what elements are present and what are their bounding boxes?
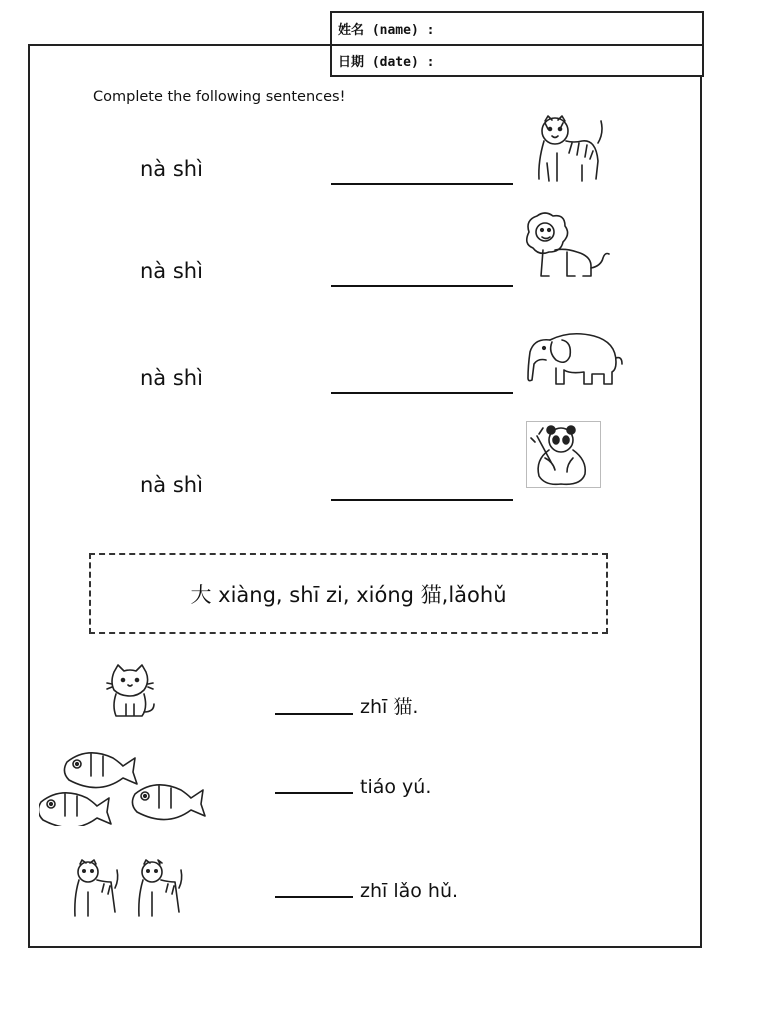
- name-field[interactable]: 姓名 (name) :: [338, 23, 435, 38]
- counting-2-answer-line[interactable]: [275, 792, 353, 794]
- name-date-box: [330, 11, 704, 77]
- lion-icon: [523, 212, 611, 286]
- question-1-answer-line[interactable]: [331, 183, 513, 185]
- panda-icon: [526, 421, 601, 488]
- instruction-text: Complete the following sentences!: [93, 89, 346, 105]
- question-2-answer-line[interactable]: [331, 285, 513, 287]
- elephant-icon: [526, 330, 624, 390]
- question-3-answer-line[interactable]: [331, 392, 513, 394]
- question-4-prompt: nà shì: [140, 473, 203, 497]
- counting-2-row: [275, 776, 431, 798]
- word-bank-box: [89, 553, 608, 634]
- tigers-icon: [66, 858, 188, 924]
- tiger-icon: [527, 113, 605, 191]
- word-bank-text: 大 xiàng, shī zi, xióng 猫,lǎohǔ: [190, 582, 507, 607]
- question-3-prompt: nà shì: [140, 366, 203, 390]
- fish-icon: [39, 742, 223, 830]
- question-1-prompt: nà shì: [140, 157, 203, 181]
- counting-3-row: [275, 880, 458, 902]
- cat-icon: [106, 664, 158, 724]
- counting-1-text: zhī 猫.: [360, 696, 419, 718]
- question-4-answer-line[interactable]: [331, 499, 513, 501]
- date-field[interactable]: 日期 (date) :: [332, 44, 702, 75]
- counting-2-text: tiáo yú.: [360, 776, 432, 798]
- counting-1-row: [275, 692, 418, 719]
- counting-3-answer-line[interactable]: [275, 896, 353, 898]
- counting-1-answer-line[interactable]: [275, 713, 353, 715]
- question-2-prompt: nà shì: [140, 259, 203, 283]
- counting-3-text: zhī lǎo hǔ.: [360, 880, 459, 902]
